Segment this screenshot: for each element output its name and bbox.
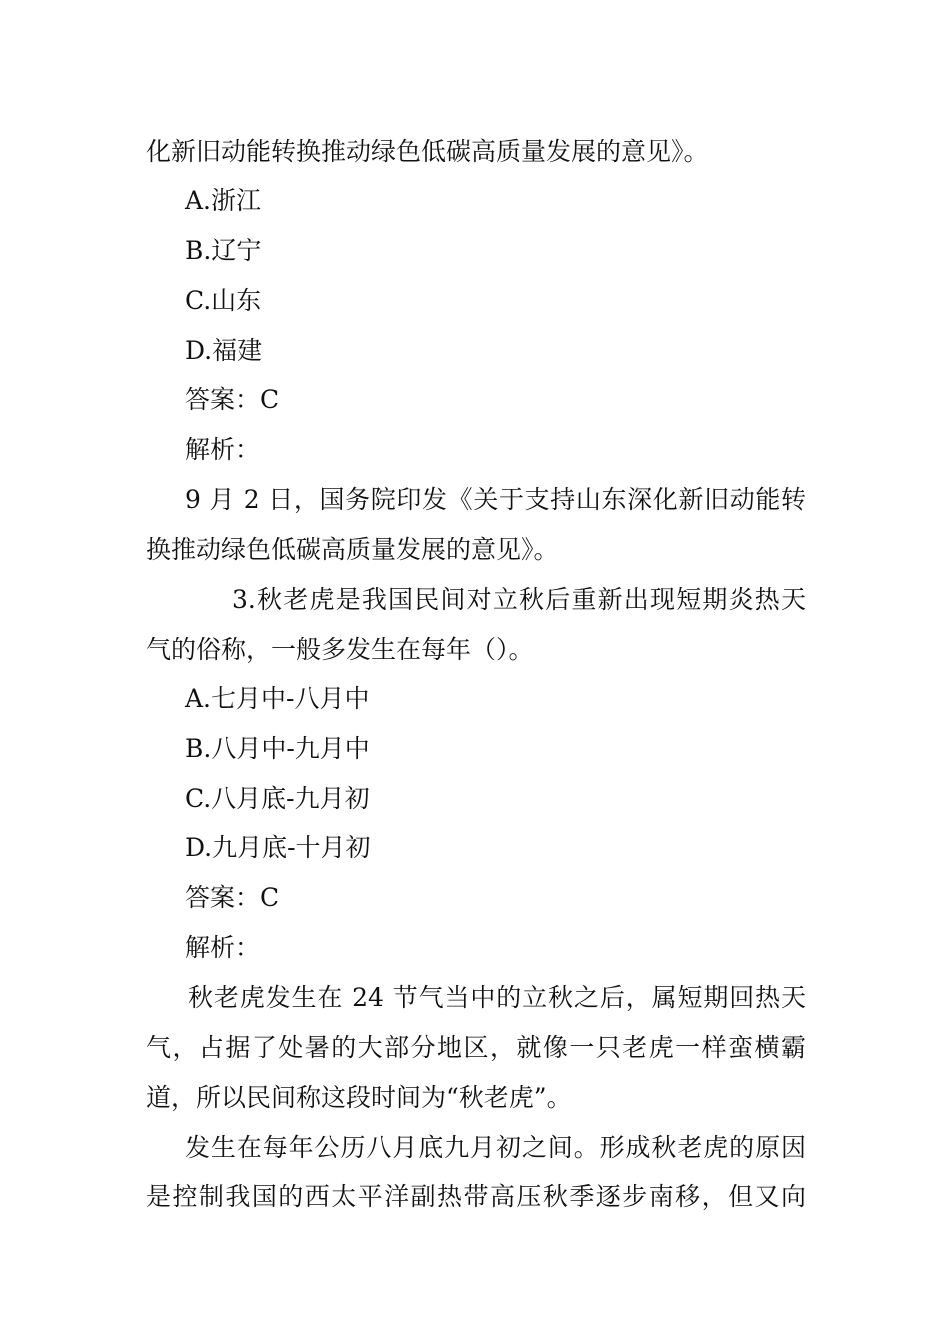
q2-option-b: B.辽宁 (185, 236, 262, 265)
q3-option-d: D.九月底-十月初 (185, 833, 371, 862)
q3-option-c: C.八月底-九月初 (185, 784, 370, 813)
q2-analysis-line-1: 9 月 2 日，国务院印发《关于支持山东深化新旧动能转 (185, 485, 806, 514)
q2-option-a: A.浙江 (185, 186, 262, 215)
q3-stem-line-1: 3.秋老虎是我国民间对立秋后重新出现短期炎热天 (232, 585, 806, 614)
q2-analysis-label: 解析： (185, 435, 261, 464)
q3-analysis-p2-line-1: 发生在每年公历八月底九月初之间。形成秋老虎的原因 (185, 1133, 806, 1162)
q3-analysis-p1-line-2: 气，占据了处暑的大部分地区，就像一只老虎一样蛮横霸 (146, 1033, 806, 1062)
q3-option-a: A.七月中-八月中 (185, 684, 370, 713)
q3-option-b: B.八月中-九月中 (185, 734, 370, 763)
q2-option-c: C.山东 (185, 286, 262, 315)
q3-analysis-p1-line-1: 秋老虎发生在 24 节气当中的立秋之后，属短期回热天 (188, 983, 806, 1012)
q3-analysis-label: 解析： (185, 933, 261, 962)
q2-analysis-line-2: 换推动绿色低碳高质量发展的意见》。 (146, 535, 559, 564)
q3-stem-line-2: 气的俗称，一般多发生在每年（）。 (146, 635, 534, 664)
q3-answer: 答案：C (185, 883, 280, 912)
q3-analysis-p2-line-2: 是控制我国的西太平洋副热带高压秋季逐步南移，但又向 (146, 1182, 806, 1211)
q2-answer: 答案：C (185, 385, 280, 414)
q2-option-d: D.福建 (185, 336, 263, 365)
q2-stem-tail: 化新旧动能转换推动绿色低碳高质量发展的意见》。 (146, 137, 709, 166)
q3-analysis-p1-line-3: 道，所以民间称这段时间为“秋老虎”。 (146, 1083, 572, 1112)
